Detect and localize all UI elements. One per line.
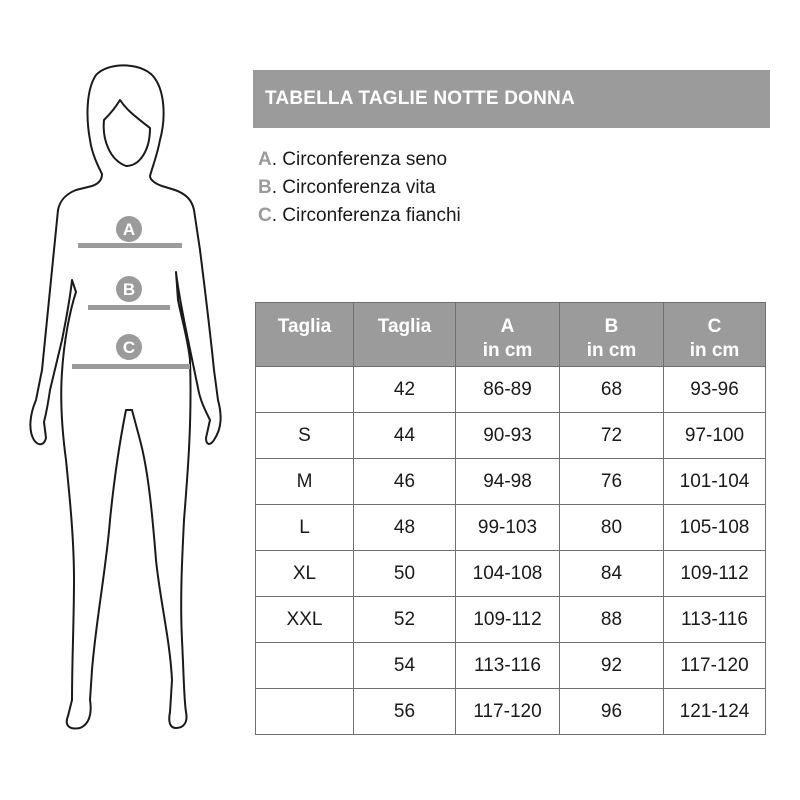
table-cell: 96 [560,689,664,735]
header-line2: in cm [482,340,533,361]
marker-b [116,276,142,302]
table-cell: 97-100 [664,413,766,459]
table-body [256,367,766,735]
size-table [255,302,766,735]
table-cell: 117-120 [456,689,560,735]
column-header [354,303,456,367]
table-cell: 80 [560,505,664,551]
table-cell [256,643,354,689]
table-row [256,551,766,597]
header-line1: C [707,316,722,337]
header-line1: B [604,316,619,337]
table-cell: 42 [354,367,456,413]
header-line1: A [500,316,515,337]
svg-text:C: C [122,338,136,357]
legend-text: . Circonferenza fianchi [271,205,461,226]
table-row [256,505,766,551]
body-figure-illustration [0,0,250,800]
measure-line-b [88,305,170,310]
table-cell: 76 [560,459,664,505]
table-cell: 113-116 [664,597,766,643]
marker-a [116,216,142,242]
table-cell: 90-93 [456,413,560,459]
header-line1: Taglia [277,316,332,337]
table-cell: S [256,413,354,459]
table-cell: M [256,459,354,505]
table-cell: 93-96 [664,367,766,413]
table-cell: 109-112 [664,551,766,597]
header-line2: in cm [689,340,740,361]
table-cell: 68 [560,367,664,413]
column-header [256,303,354,367]
table-row [256,413,766,459]
table-cell: L [256,505,354,551]
table-row [256,597,766,643]
legend-letter: A [258,149,272,170]
table-cell [256,689,354,735]
table-row [256,459,766,505]
table-cell: 44 [354,413,456,459]
table-row [256,689,766,735]
measure-line-a [78,243,182,248]
table-cell: 92 [560,643,664,689]
face-outline [104,100,150,166]
table-cell: 46 [354,459,456,505]
legend-letter: B [258,177,272,198]
measurement-legend [258,146,461,230]
table-cell: 86-89 [456,367,560,413]
table-cell: 54 [354,643,456,689]
table-cell: 117-120 [664,643,766,689]
legend-text: . Circonferenza seno [271,149,448,170]
table-row [256,643,766,689]
marker-c [116,334,142,360]
column-header [560,303,664,367]
legend-item-c [258,202,461,230]
table-cell: 109-112 [456,597,560,643]
table-cell: 101-104 [664,459,766,505]
column-header [456,303,560,367]
table-cell: 48 [354,505,456,551]
table-cell: 84 [560,551,664,597]
table-cell: 99-103 [456,505,560,551]
table-cell: 104-108 [456,551,560,597]
table-cell: 113-116 [456,643,560,689]
table-cell: 50 [354,551,456,597]
column-header [664,303,766,367]
header-line1: Taglia [377,316,432,337]
table-cell: 88 [560,597,664,643]
table-header-row [256,303,766,367]
header-line2: in cm [586,340,637,361]
table-cell: 105-108 [664,505,766,551]
table-cell: 52 [354,597,456,643]
table-cell: 94-98 [456,459,560,505]
table-row [256,367,766,413]
table-cell: 72 [560,413,664,459]
table-cell: XXL [256,597,354,643]
legend-text: . Circonferenza vita [271,177,436,198]
legend-item-a [258,146,461,174]
page-title: TABELLA TAGLIE NOTTE DONNA [253,70,770,128]
svg-text:B: B [122,280,136,299]
table-cell: 121-124 [664,689,766,735]
table-cell: XL [256,551,354,597]
legend-letter: C [258,205,272,226]
legend-item-b [258,174,461,202]
table-cell: 56 [354,689,456,735]
svg-text:A: A [122,220,136,239]
table-cell [256,367,354,413]
measure-line-c [72,364,190,369]
